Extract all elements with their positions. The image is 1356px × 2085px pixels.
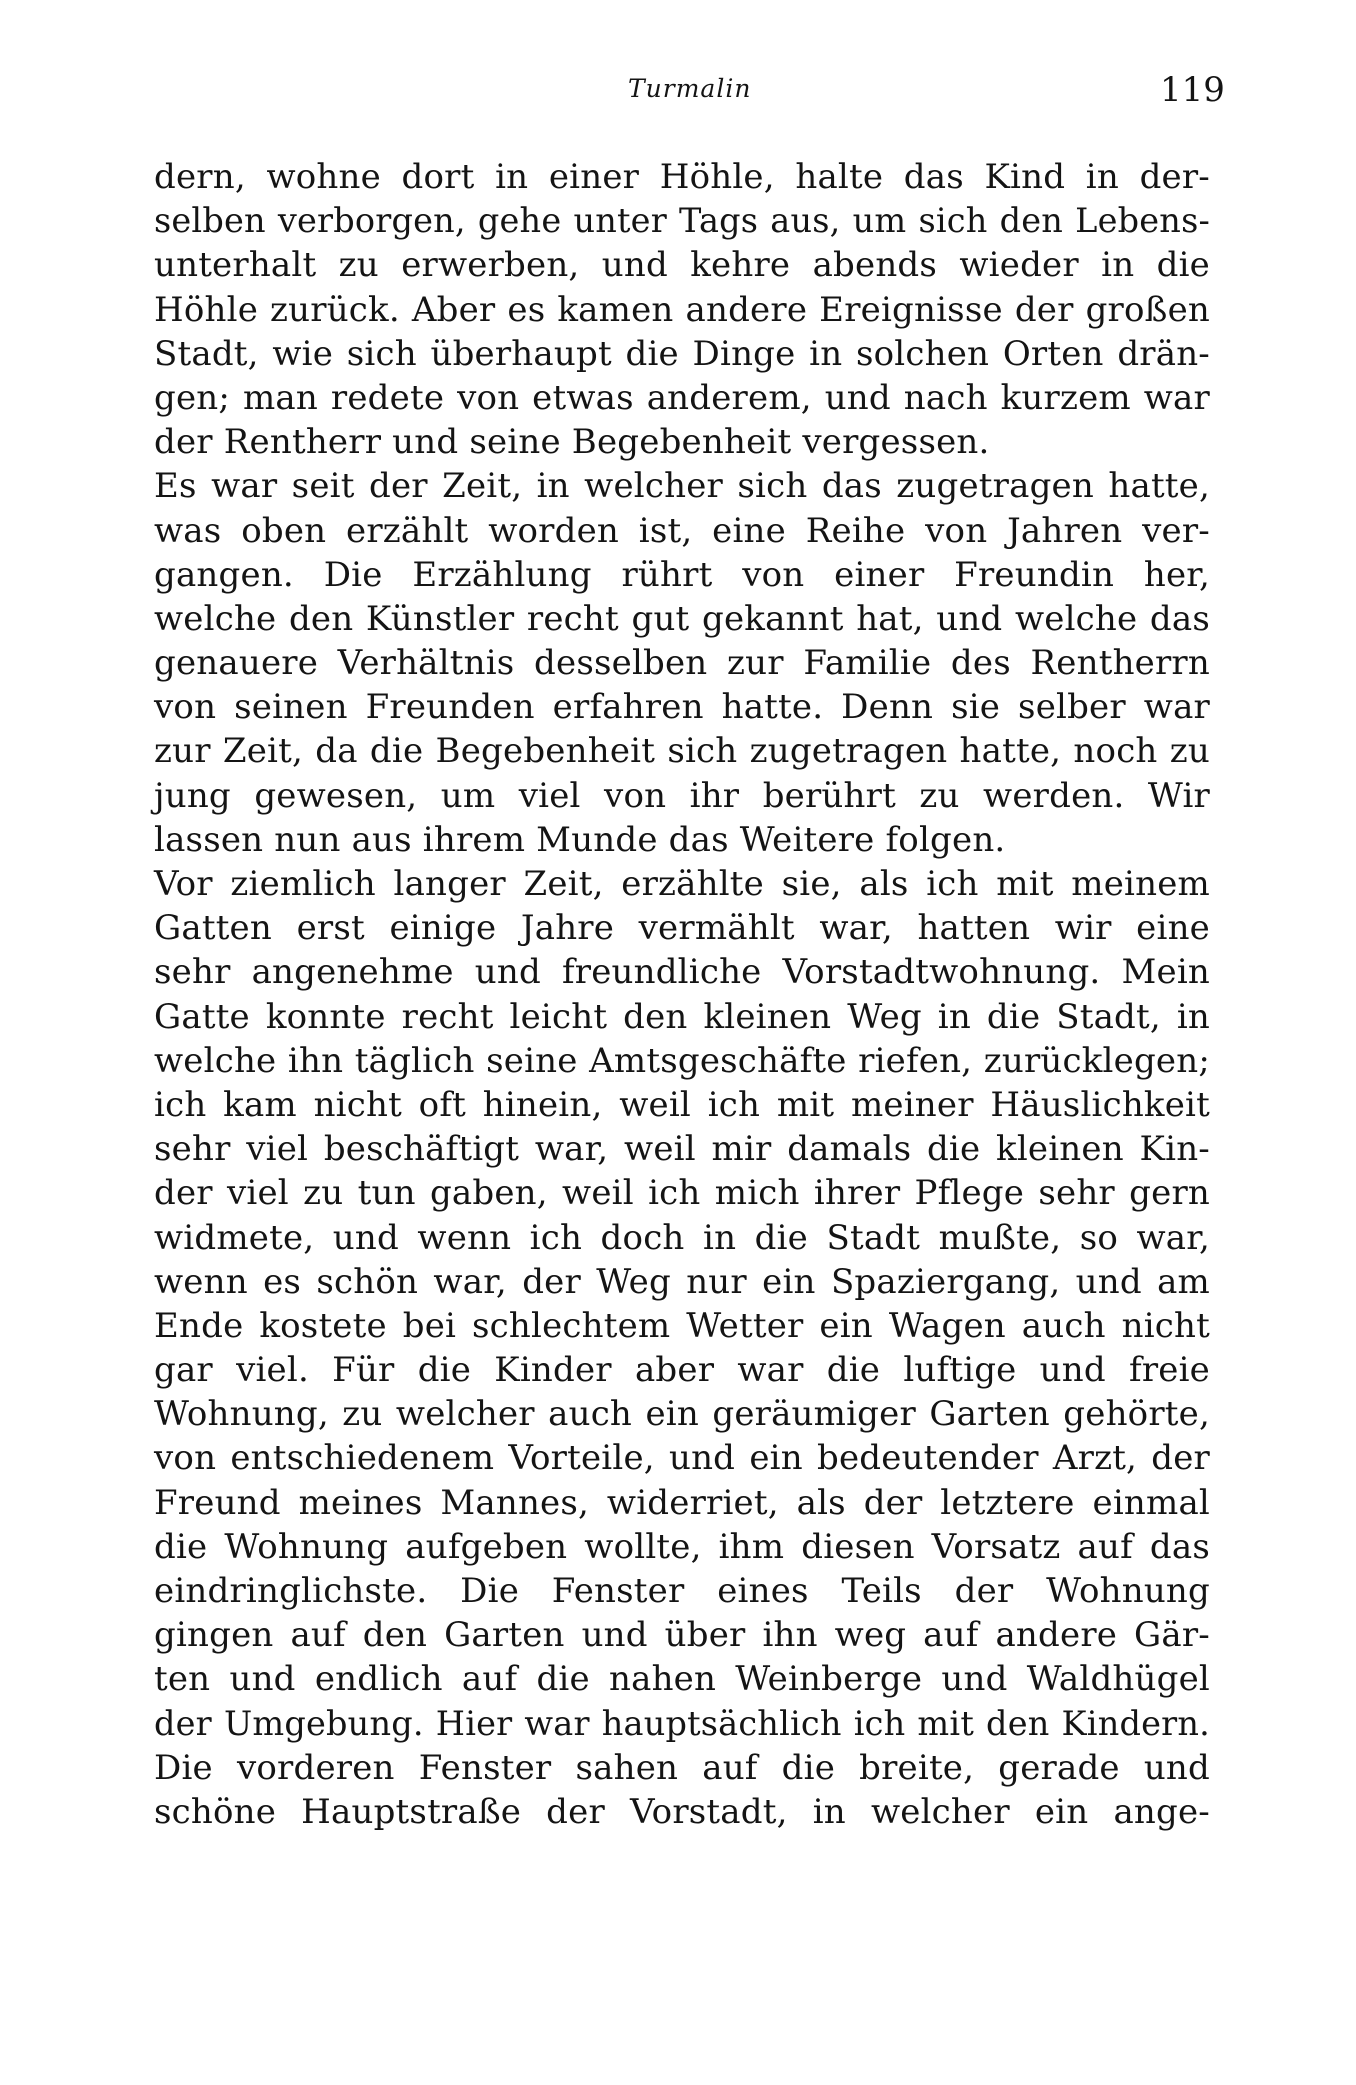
running-title: Turmalin bbox=[628, 74, 752, 103]
text-line: der Rentherr und seine Begebenheit vergessen. bbox=[154, 422, 990, 463]
text-line: Es war seit der Zeit, in welcher sich das zugetragen hatte, bbox=[154, 466, 1210, 507]
text-line: von entschiedenem Vorteile, und ein bedeutender Arzt, der bbox=[154, 1438, 1210, 1479]
text-line: der viel zu tun gaben, weil ich mich ihrer Pflege sehr gern bbox=[154, 1173, 1210, 1214]
text-line: lassen nun aus ihrem Munde das Weitere folgen. bbox=[154, 819, 1006, 860]
text-line: Vor ziemlich langer Zeit, erzählte sie, als ich mit meinem bbox=[154, 864, 1210, 904]
text-line: gen; man redete von etwas anderem, und nach kurzem war bbox=[154, 377, 1210, 418]
running-head bbox=[0, 70, 1356, 110]
text-line: gangen. Die Erzählung rührt von einer Freundin her, bbox=[154, 554, 1210, 595]
text-line: schöne Hauptstraße der Vorstadt, in welcher ein ange- bbox=[154, 1791, 1210, 1832]
text-line: was oben erzählt worden ist, eine Reihe von Jahren ver- bbox=[154, 510, 1210, 551]
text-line: eindringlichste. Die Fenster eines Teils der Wohnung bbox=[154, 1571, 1210, 1611]
text-line: unterhalt zu erwerben, und kehre abends wieder in die bbox=[154, 245, 1210, 286]
text-line: Die vorderen Fenster sahen auf die breite, gerade und bbox=[154, 1747, 1210, 1788]
text-line: zur Zeit, da die Begebenheit sich zugetragen hatte, noch zu bbox=[154, 731, 1210, 772]
text-line: Ende kostete bei schlechtem Wetter ein Wagen auch nicht bbox=[154, 1305, 1210, 1346]
text-line: genauere Verhältnis desselben zur Familie des Rentherrn bbox=[154, 643, 1210, 684]
text-line: wenn es schön war, der Weg nur ein Spaziergang, und am bbox=[154, 1261, 1210, 1302]
text-line: sehr viel beschäftigt war, weil mir damals die kleinen Kin- bbox=[154, 1129, 1210, 1170]
text-line: sehr angenehme und freundliche Vorstadtwohnung. Mein bbox=[154, 952, 1210, 993]
text-line: dern, wohne dort in einer Höhle, halte das Kind in der- bbox=[154, 157, 1210, 197]
text-line: Höhle zurück. Aber es kamen andere Ereignisse der großen bbox=[154, 289, 1210, 330]
text-line: ich kam nicht oft hinein, weil ich mit meiner Häuslichkeit bbox=[154, 1084, 1210, 1125]
text-line: selben verborgen, gehe unter Tags aus, um sich den Lebens- bbox=[154, 201, 1210, 241]
text-line: gar viel. Für die Kinder aber war die luftige und freie bbox=[154, 1350, 1210, 1391]
body-text bbox=[154, 155, 1210, 1834]
text-line: welche ihn täglich seine Amtsgeschäfte riefen, zurücklegen; bbox=[154, 1040, 1210, 1081]
text-line: gingen auf den Garten und über ihn weg auf andere Gär- bbox=[154, 1615, 1210, 1656]
text-line: Wohnung, zu welcher auch ein geräumiger Garten gehörte, bbox=[154, 1394, 1210, 1435]
text-line: die Wohnung aufgeben wollte, ihm diesen Vorsatz auf das bbox=[154, 1526, 1210, 1567]
text-line: welche den Künstler recht gut gekannt hat, und welche das bbox=[154, 598, 1210, 639]
text-line: Freund meines Mannes, widerriet, als der letztere einmal bbox=[154, 1482, 1210, 1523]
text-line: der Umgebung. Hier war hauptsächlich ich mit den Kindern. bbox=[154, 1703, 1210, 1743]
text-line: Gatte konnte recht leicht den kleinen Weg in die Stadt, in bbox=[154, 996, 1210, 1037]
page-number: 119 bbox=[1160, 70, 1225, 110]
text-line: Stadt, wie sich überhaupt die Dinge in solchen Orten drän- bbox=[154, 333, 1210, 374]
text-line: von seinen Freunden erfahren hatte. Denn sie selber war bbox=[154, 687, 1210, 728]
text-line: ten und endlich auf die nahen Weinberge und Waldhügel bbox=[154, 1659, 1210, 1700]
text-line: Gatten erst einige Jahre vermählt war, hatten wir eine bbox=[154, 908, 1210, 949]
text-line: jung gewesen, um viel von ihr berührt zu werden. Wir bbox=[154, 775, 1210, 816]
text-line: widmete, und wenn ich doch in die Stadt mußte, so war, bbox=[154, 1217, 1210, 1258]
